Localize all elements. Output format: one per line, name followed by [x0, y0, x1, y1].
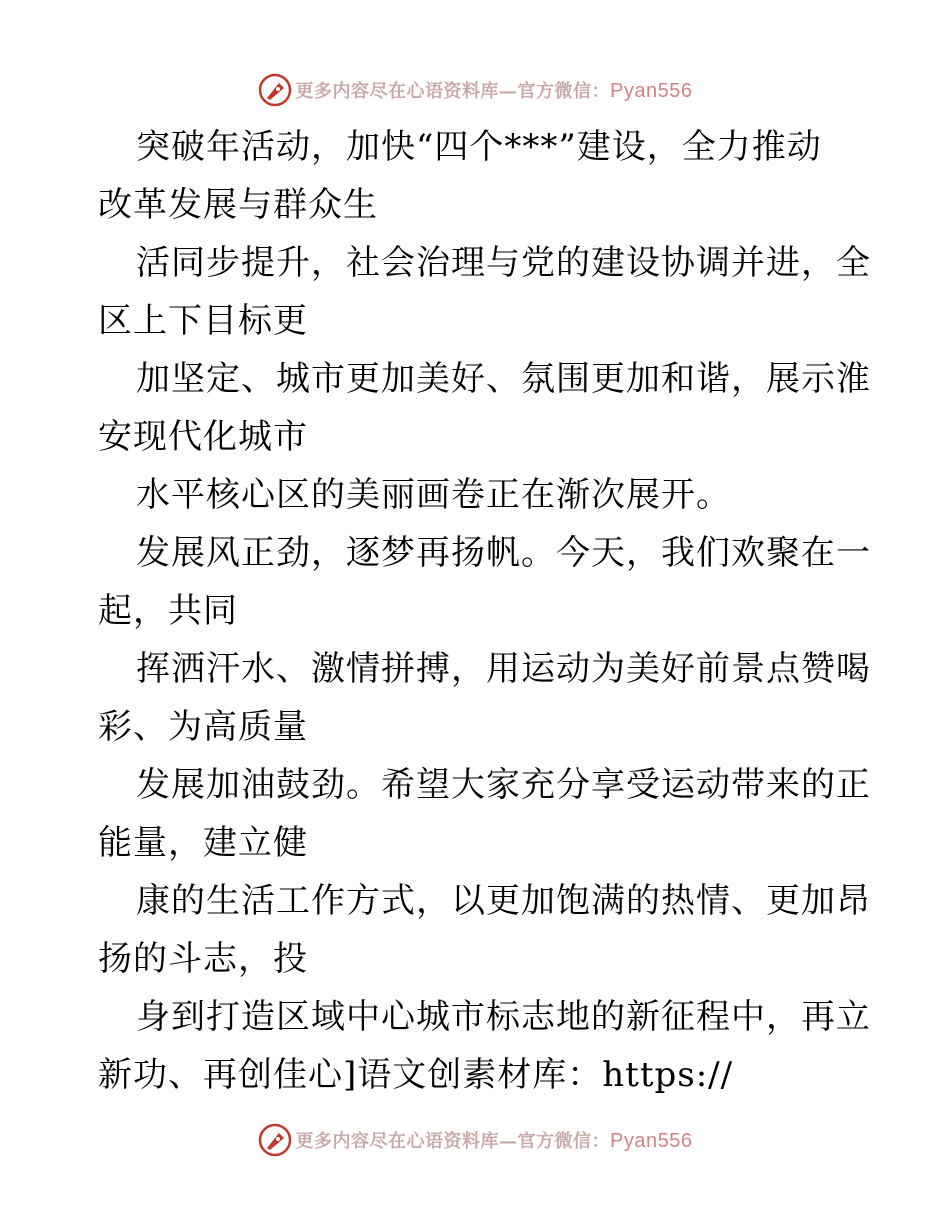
pen-nib-logo-icon	[258, 73, 292, 107]
pen-nib-logo-icon	[258, 1123, 292, 1157]
text-line: 加坚定、城市更加美好、氛围更加和谐，展示淮	[136, 359, 871, 399]
text-line: 挥洒汗水、激情拼搏，用运动为美好前景点赞喝	[136, 649, 871, 689]
footer-banner	[0, 1120, 950, 1160]
footer-wechat-id: Pyan556	[610, 1130, 693, 1152]
text-line: 改革发展与群众生	[98, 185, 378, 225]
text-line: 活同步提升，社会治理与党的建设协调并进，全	[136, 243, 871, 283]
text-line: 突破年活动，加快“四个***”建设，全力推动	[136, 127, 822, 167]
text-line: 安现代化城市	[98, 417, 308, 457]
text-line: 扬的斗志，投	[98, 939, 308, 979]
text-line: 彩、为高质量	[98, 707, 308, 747]
header-banner-text: 更多内容尽在心语资料库—官方微信：Pyan556	[295, 80, 693, 102]
header-wechat-id: Pyan556	[610, 80, 693, 102]
footer-banner-text: 更多内容尽在心语资料库—官方微信：Pyan556	[295, 1130, 693, 1152]
document-body	[98, 118, 871, 1104]
text-line: 能量，建立健	[98, 823, 308, 863]
text-line: 新功、再创佳心]语文创素材库：https://	[98, 1055, 734, 1095]
text-line: 身到打造区域中心城市标志地的新征程中，再立	[136, 997, 871, 1037]
text-line: 康的生活工作方式，以更加饱满的热情、更加昂	[136, 881, 871, 921]
text-line: 起，共同	[98, 591, 238, 631]
text-line: 发展加油鼓劲。希望大家充分享受运动带来的正	[136, 765, 871, 805]
header-banner	[0, 70, 950, 110]
text-line: 区上下目标更	[98, 301, 308, 341]
text-line: 水平核心区的美丽画卷正在渐次展开。	[136, 475, 731, 515]
text-line: 发展风正劲，逐梦再扬帆。今天，我们欢聚在一	[136, 533, 871, 573]
